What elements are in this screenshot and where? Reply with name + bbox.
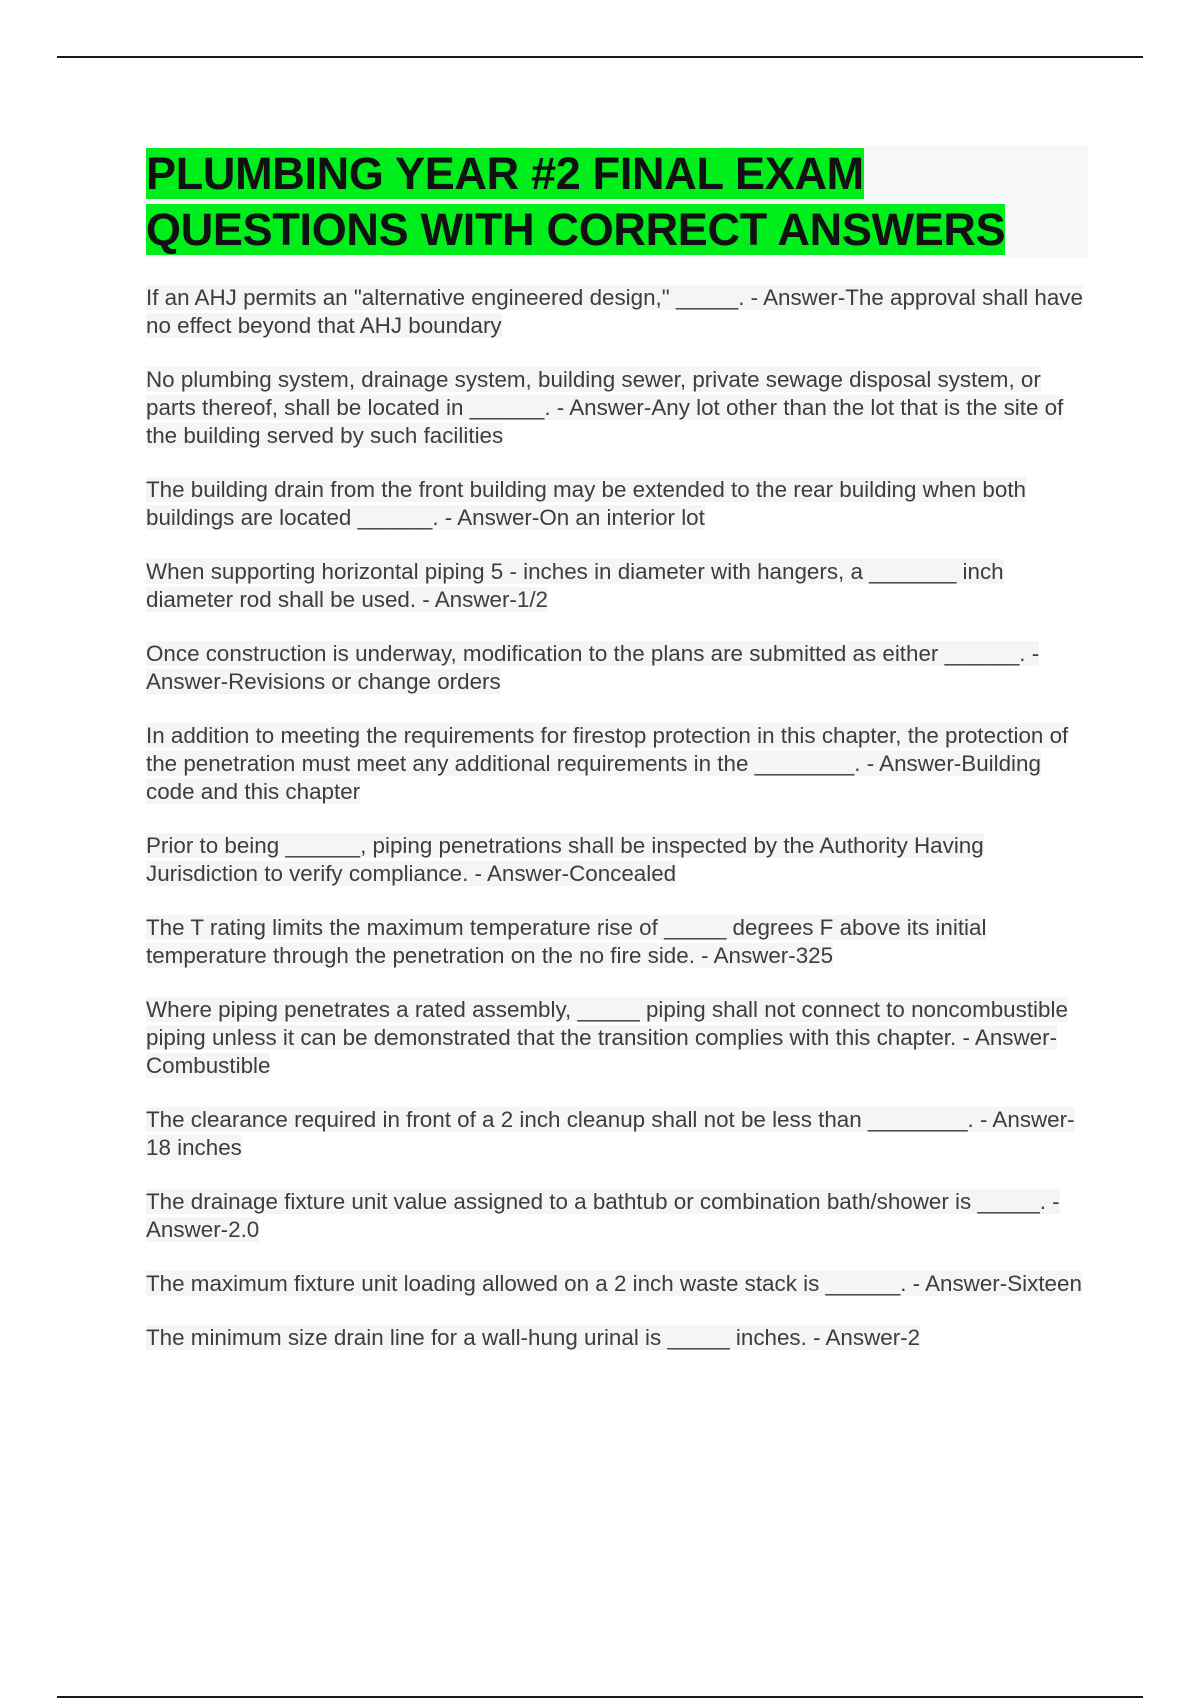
qa-item xyxy=(146,366,1088,450)
qa-text: The maximum fixture unit loading allowed on a 2 inch waste stack is ______. - Answer-Sixteen xyxy=(146,1271,1082,1296)
qa-item xyxy=(146,1324,1088,1352)
qa-item xyxy=(146,640,1088,696)
bottom-rule xyxy=(57,1696,1143,1698)
qa-item xyxy=(146,722,1088,806)
qa-item xyxy=(146,996,1088,1080)
qa-text: If an AHJ permits an "alternative engineered design," _____. - Answer-The approval shall have no effect beyond that AHJ boundary xyxy=(146,285,1083,338)
qa-item xyxy=(146,1188,1088,1244)
qa-item xyxy=(146,284,1088,340)
qa-text: Once construction is underway, modification to the plans are submitted as either ______. - Answer-Revisions or change orders xyxy=(146,641,1040,694)
qa-item xyxy=(146,1270,1088,1298)
top-rule xyxy=(57,56,1143,58)
qa-text: The clearance required in front of a 2 inch cleanup shall not be less than ________. - Answer-18 inches xyxy=(146,1107,1075,1160)
qa-item xyxy=(146,558,1088,614)
document-body xyxy=(146,146,1088,1378)
title-highlight: PLUMBING YEAR #2 FINAL EXAM QUESTIONS WITH CORRECT ANSWERS xyxy=(146,148,1006,255)
qa-text: When supporting horizontal piping 5 - inches in diameter with hangers, a _______ inch diameter rod shall be used. - Answer-1/2 xyxy=(146,559,1004,612)
qa-text: The drainage fixture unit value assigned to a bathtub or combination bath/shower is _____. - Answer-2.0 xyxy=(146,1189,1060,1242)
qa-text: In addition to meeting the requirements for firestop protection in this chapter, the protection of the penetration must meet any additional requirements in the ________. - Answer-Building code and this chapter xyxy=(146,723,1069,804)
qa-text: The T rating limits the maximum temperature rise of _____ degrees F above its initial temperature through the penetration on the no fire side. - Answer-325 xyxy=(146,915,987,968)
qa-text: Where piping penetrates a rated assembly, _____ piping shall not connect to noncombustible piping unless it can be demonstrated that the transition complies with this chapter. - Answer-Combustible xyxy=(146,997,1068,1078)
qa-item xyxy=(146,1106,1088,1162)
qa-text: The minimum size drain line for a wall-hung urinal is _____ inches. - Answer-2 xyxy=(146,1325,921,1350)
qa-list xyxy=(146,284,1088,1352)
document-title xyxy=(146,146,1088,258)
title-block xyxy=(146,146,1088,258)
qa-text: Prior to being ______, piping penetrations shall be inspected by the Authority Having Jurisdiction to verify compliance. - Answer-Concealed xyxy=(146,833,984,886)
qa-item xyxy=(146,832,1088,888)
qa-text: The building drain from the front building may be extended to the rear building when both buildings are located ______. - Answer-On an interior lot xyxy=(146,477,1027,530)
qa-item xyxy=(146,914,1088,970)
qa-text: No plumbing system, drainage system, building sewer, private sewage disposal system, or parts thereof, shall be located in ______. - Answer-Any lot other than the lot that is the site of the building served by such facilities xyxy=(146,367,1064,448)
qa-item xyxy=(146,476,1088,532)
